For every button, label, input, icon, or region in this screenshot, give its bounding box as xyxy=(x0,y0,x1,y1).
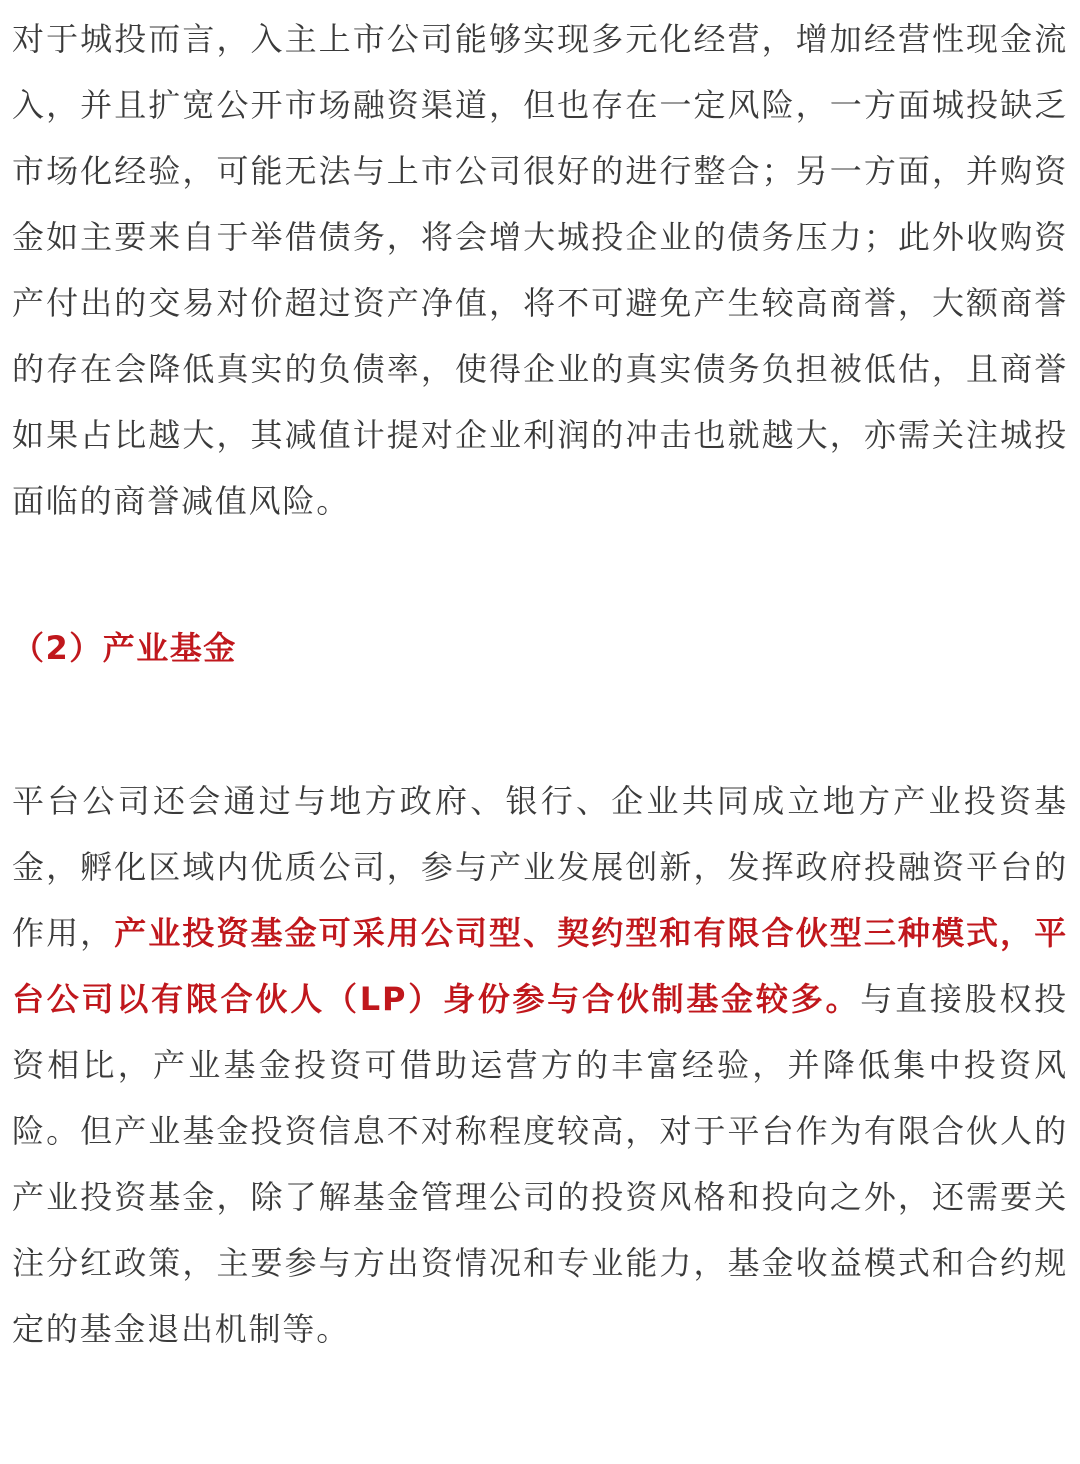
paragraph-industry-fund xyxy=(12,768,1068,1362)
paragraph-intro-text: 平台公司还会通过与地方政府、银行、企业共同成立地方产业投资基金，孵化区域内优质公司，参与产业发展创新，发挥政府投融资平台的作用， xyxy=(12,782,1068,952)
paragraph-city-investment-risk: 对于城投而言，入主上市公司能够实现多元化经营，增加经营性现金流入，并且扩宽公开市场融资渠道，但也存在一定风险，一方面城投缺乏市场化经验，可能无法与上市公司很好的进行整合；另一方面，并购资金如主要来自于举借债务，将会增大城投企业的债务压力；此外收购资产付出的交易对价超过资产净值，将不可避免产生较高商誉，大额商誉的存在会降低真实的负债率，使得企业的真实债务负担被低估，且商誉如果占比越大，其减值计提对企业利润的冲击也就越大，亦需关注城投面临的商誉减值风险。 xyxy=(12,20,1068,520)
paragraph-rest-text: 与直接股权投资相比，产业基金投资可借助运营方的丰富经验，并降低集中投资风险。但产业基金投资信息不对称程度较高，对于平台作为有限合伙人的产业投资基金，除了解基金管理公司的投资风格和投向之外，还需要关注分红政策，主要参与方出资情况和专业能力，基金收益模式和合约规定的基金退出机制等。 xyxy=(12,980,1068,1348)
section-heading-industry-fund: （2）产业基金 xyxy=(12,629,237,667)
highlighted-text: 产业投资基金可采用公司型、契约型和有限合伙型三种模式，平台公司以有限合伙人（LP）身份参与合伙制基金较多。 xyxy=(12,914,1069,1018)
